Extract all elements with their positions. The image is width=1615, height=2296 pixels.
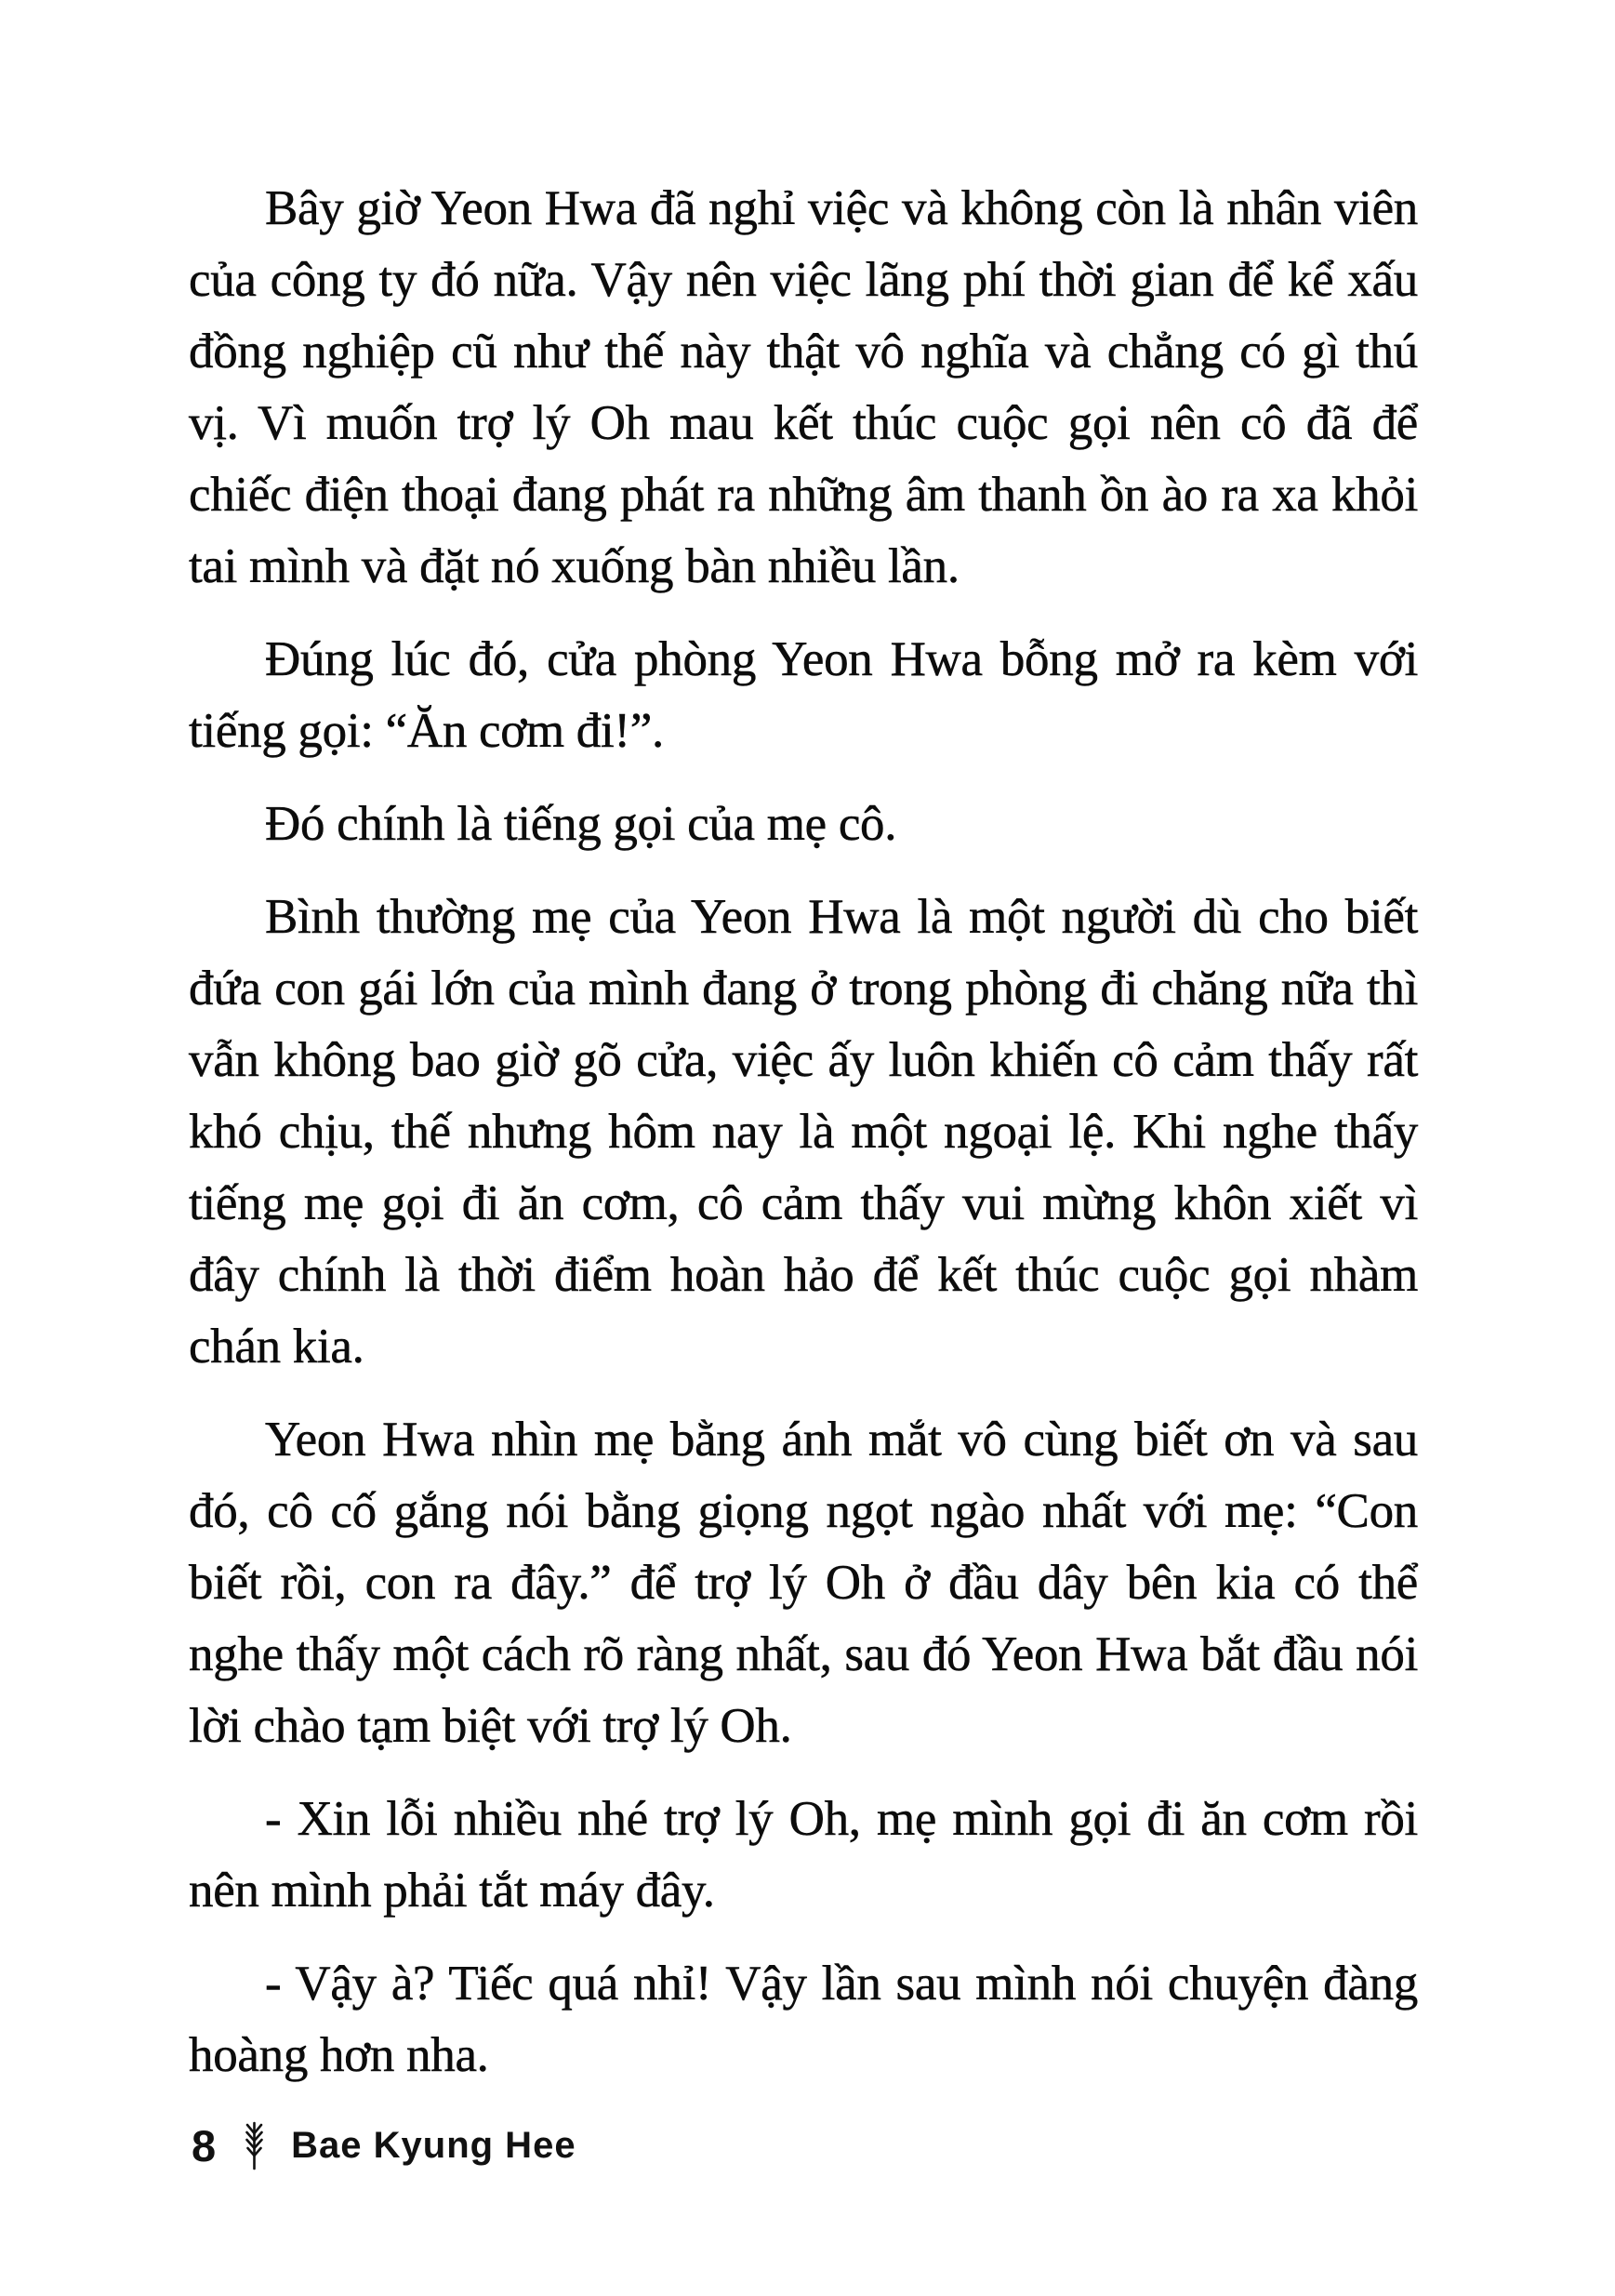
author-name: Bae Kyung Hee xyxy=(291,2125,576,2166)
paragraph-1: Bây giờ Yeon Hwa đã nghỉ việc và không còn là nhân viên của công ty đó nữa. Vậy nên việc lãng phí thời gian để kể xấu đồng nghiệp cũ như thế này thật vô nghĩa và chẳng có gì thú vị. Vì muốn trợ lý Oh mau kết thúc cuộc gọi nên cô đã để chiếc điện thoại đang phát ra những âm thanh ồn ào ra xa khỏi tai mình và đặt nó xuống bàn nhiều lần. xyxy=(189,181,1418,593)
paragraph-6-dialogue: - Xin lỗi nhiều nhé trợ lý Oh, mẹ mình gọi đi ăn cơm rồi nên mình phải tắt máy đây. xyxy=(189,1792,1418,1918)
paragraph-4: Bình thường mẹ của Yeon Hwa là một người dù cho biết đứa con gái lớn của mình đang ở trong phòng đi chăng nữa thì vẫn không bao giờ gõ cửa, việc ấy luôn khiến cô cảm thấy rất khó chịu, thế nhưng hôm nay là một ngoại lệ. Khi nghe thấy tiếng mẹ gọi đi ăn cơm, cô cảm thấy vui mừng khôn xiết vì đây chính là thời điểm hoàn hảo để kết thúc cuộc gọi nhàm chán kia. xyxy=(189,890,1418,1374)
wheat-stalk-icon xyxy=(242,2119,267,2171)
paragraph-2: Đúng lúc đó, cửa phòng Yeon Hwa bỗng mở ra kèm với tiếng gọi: “Ăn cơm đi!”. xyxy=(189,632,1418,758)
text-block xyxy=(189,173,1418,2091)
footer xyxy=(192,2109,576,2182)
page-number: 8 xyxy=(192,2120,217,2170)
paragraph-7-dialogue: - Vậy à? Tiếc quá nhỉ! Vậy lần sau mình nói chuyện đàng hoàng hơn nha. xyxy=(189,1957,1418,2082)
paragraph-3: Đó chính là tiếng gọi của mẹ cô. xyxy=(265,797,897,851)
paragraph-5: Yeon Hwa nhìn mẹ bằng ánh mắt vô cùng biết ơn và sau đó, cô cố gắng nói bằng giọng ngọt ngào nhất với mẹ: “Con biết rồi, con ra đây.” để trợ lý Oh ở đầu dây bên kia có thể nghe thấy một cách rõ ràng nhất, sau đó Yeon Hwa bắt đầu nói lời chào tạm biệt với trợ lý Oh. xyxy=(189,1413,1418,1753)
